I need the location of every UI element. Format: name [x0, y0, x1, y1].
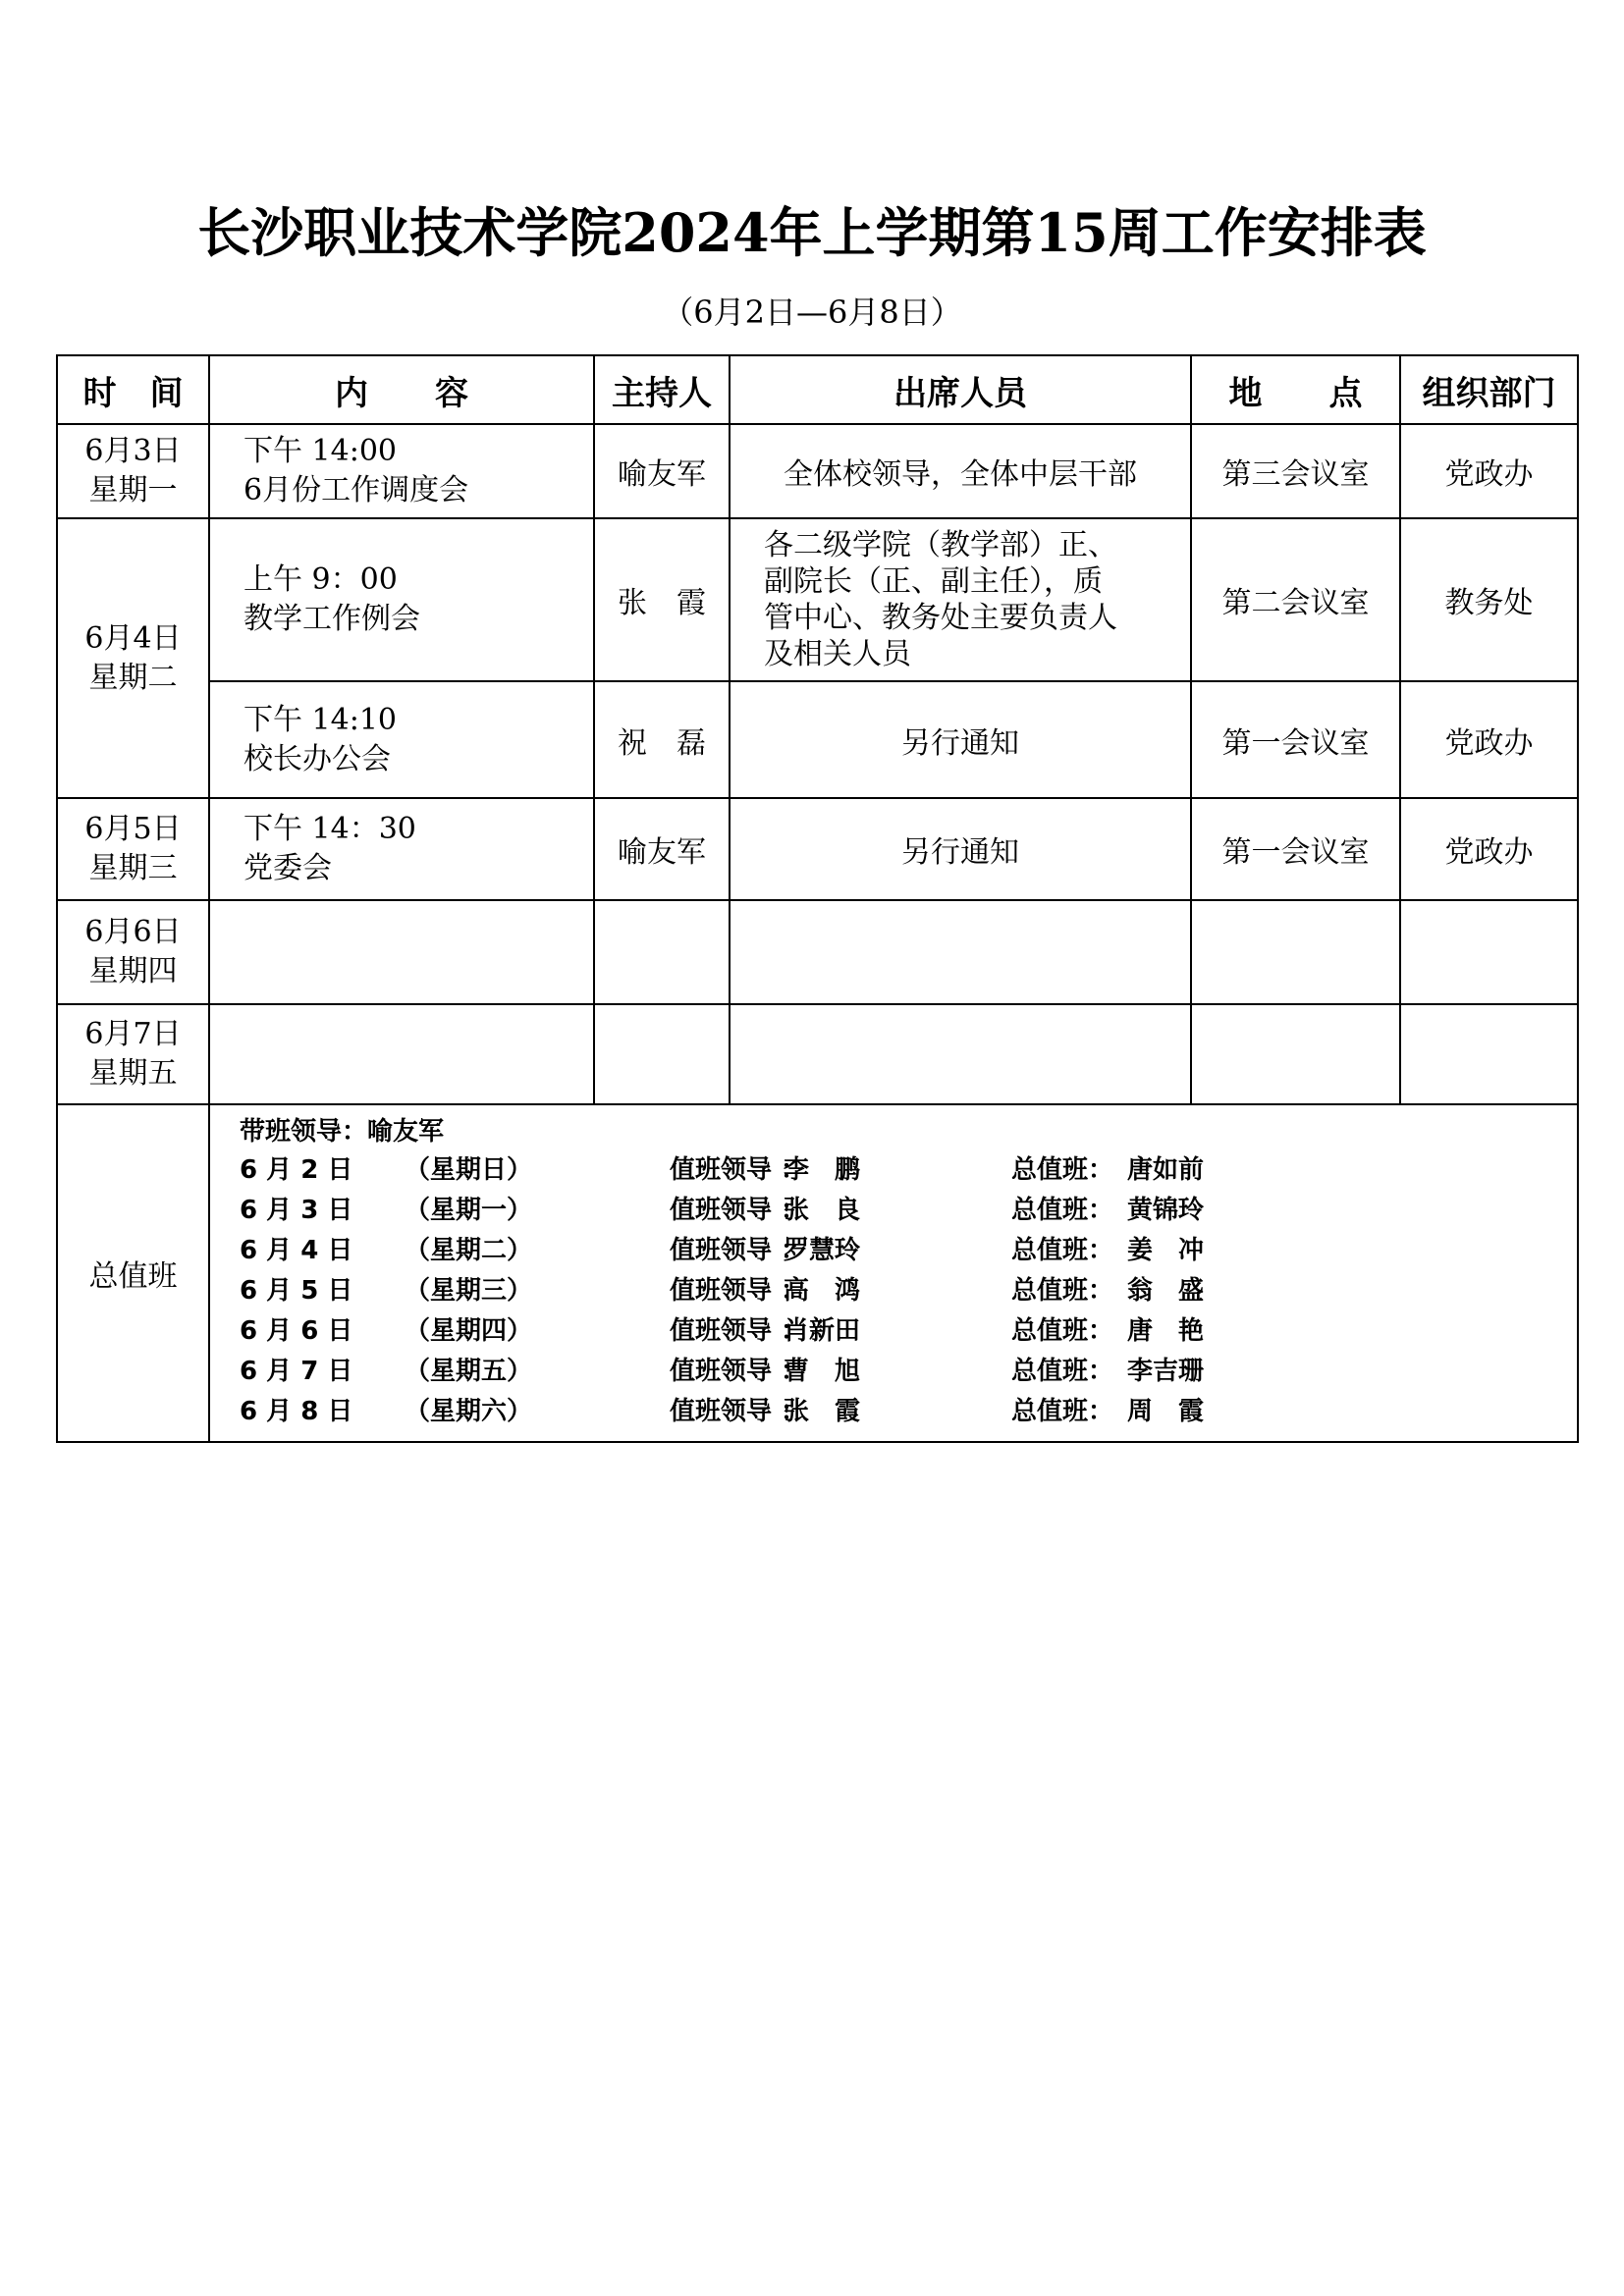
duty-entry: [240, 1231, 1577, 1271]
duty-weekday: （星期三）: [405, 1276, 533, 1306]
event-title: 校长办公会: [244, 741, 391, 776]
day-cell: [57, 518, 209, 798]
event-department: [1400, 900, 1578, 1004]
day-weekday: 星期三: [88, 851, 178, 885]
event-content: [209, 424, 594, 518]
duty-leader-label: 值班领导 ：: [670, 1316, 807, 1346]
day-date: 6月4日: [84, 620, 182, 656]
duty-leader-name: 张 霞: [784, 1397, 861, 1426]
duty-leader-label: 值班领导 ：: [670, 1196, 807, 1225]
day-weekday: 星期五: [88, 1056, 178, 1091]
table-row: [57, 681, 1578, 798]
duty-weekday: （星期五）: [405, 1357, 533, 1386]
table-row: [57, 424, 1578, 518]
header-time: 时 间: [57, 355, 209, 424]
event-department: [1400, 1004, 1578, 1104]
duty-date: 6 月 3 日: [240, 1196, 353, 1225]
header-content: 内 容: [209, 355, 594, 424]
duty-leader-label: 值班领导 ：: [670, 1357, 807, 1386]
duty-weekday: （星期一）: [405, 1196, 533, 1225]
duty-chief-label: 总值班：: [1011, 1236, 1114, 1265]
duty-leader-name: 李 鹏: [784, 1155, 861, 1185]
duty-chief-name: 姜 冲: [1127, 1236, 1205, 1265]
duty-date: 6 月 7 日: [240, 1357, 353, 1386]
duty-lead-leader: 带班领导：喻友军: [240, 1117, 445, 1147]
event-department: 教务处: [1400, 518, 1578, 681]
event-host: 祝 磊: [594, 681, 730, 798]
event-content: [209, 518, 594, 681]
attendee-line: 各二级学院（教学部）正、: [764, 528, 1117, 562]
event-attendees: 全体校领导，全体中层干部: [730, 424, 1191, 518]
event-time: 下午 14:00: [244, 434, 397, 468]
event-host: 喻友军: [594, 424, 730, 518]
duty-chief-label: 总值班：: [1011, 1397, 1114, 1426]
day-date: 6月3日: [84, 434, 182, 468]
duty-chief-label: 总值班：: [1011, 1196, 1114, 1225]
day-weekday: 星期一: [88, 473, 178, 507]
day-weekday: 星期二: [88, 660, 178, 695]
day-date: 6月5日: [84, 812, 182, 846]
event-content: [209, 900, 594, 1004]
event-attendees: [730, 1004, 1191, 1104]
event-time: 上午 9：00: [244, 562, 398, 597]
day-date: 6月6日: [84, 915, 182, 949]
table-row: [57, 1004, 1578, 1104]
duty-date: 6 月 6 日: [240, 1316, 353, 1346]
event-location: 第三会议室: [1191, 424, 1400, 518]
duty-leader-label: 值班领导 ：: [670, 1155, 807, 1185]
duty-chief-name: 唐如前: [1127, 1155, 1205, 1185]
duty-chief-name: 唐 艳: [1127, 1316, 1205, 1346]
event-content: [209, 798, 594, 900]
duty-date: 6 月 4 日: [240, 1236, 353, 1265]
duty-label: 总值班: [57, 1104, 209, 1442]
event-location: [1191, 1004, 1400, 1104]
duty-leader-label: 值班领导 ：: [670, 1397, 807, 1426]
duty-chief-name: 翁 盛: [1127, 1276, 1205, 1306]
event-attendees: [730, 900, 1191, 1004]
duty-leader-label: 值班领导 ：: [670, 1236, 807, 1265]
duty-entry: [240, 1311, 1577, 1352]
duty-leader-name: 曹 旭: [784, 1357, 861, 1386]
event-content: [209, 1004, 594, 1104]
header-attendees: 出席人员: [730, 355, 1191, 424]
duty-weekday: （星期日）: [405, 1155, 533, 1185]
duty-chief-label: 总值班：: [1011, 1276, 1114, 1306]
duty-entry: [240, 1150, 1577, 1191]
duty-entry: [240, 1392, 1577, 1432]
duty-weekday: （星期四）: [405, 1316, 533, 1346]
event-host: 张 霞: [594, 518, 730, 681]
table-row: [57, 798, 1578, 900]
event-location: [1191, 900, 1400, 1004]
event-location: 第一会议室: [1191, 798, 1400, 900]
event-host: [594, 900, 730, 1004]
duty-chief-name: 黄锦玲: [1127, 1196, 1205, 1225]
event-attendees: 另行通知: [730, 798, 1191, 900]
event-attendees: [730, 518, 1191, 681]
duty-chief-label: 总值班：: [1011, 1316, 1114, 1346]
event-location: 第二会议室: [1191, 518, 1400, 681]
duty-date: 6 月 8 日: [240, 1397, 353, 1426]
duty-chief-name: 周 霞: [1127, 1397, 1205, 1426]
document-title: 长沙职业技术学院2024年上学期第15周工作安排表: [197, 201, 1427, 264]
date-range-subtitle: （6月2日—6月8日）: [662, 294, 962, 331]
duty-row: [57, 1104, 1578, 1442]
day-cell: [57, 424, 209, 518]
event-department: 党政办: [1400, 424, 1578, 518]
duty-leader-name: 罗慧玲: [784, 1236, 861, 1265]
event-title: 6月份工作调度会: [244, 473, 469, 507]
day-date: 6月7日: [84, 1017, 182, 1051]
duty-date: 6 月 5 日: [240, 1276, 353, 1306]
attendee-line: 管中心、教务处主要负责人: [764, 601, 1117, 635]
duty-chief-name: 李吉珊: [1127, 1357, 1205, 1386]
duty-weekday: （星期二）: [405, 1236, 533, 1265]
event-time: 下午 14:10: [244, 702, 397, 737]
duty-leader-label: 值班领导 ：: [670, 1276, 807, 1306]
event-host: 喻友军: [594, 798, 730, 900]
attendee-line: 及相关人员: [764, 637, 911, 671]
day-weekday: 星期四: [88, 954, 178, 988]
duty-entry: [240, 1191, 1577, 1231]
duty-leader-name: 高 鸿: [784, 1276, 861, 1306]
day-cell: [57, 900, 209, 1004]
header-department: 组织部门: [1400, 355, 1578, 424]
header-row: [57, 355, 1578, 424]
duty-leader-name: 肖新田: [784, 1316, 861, 1346]
duty-entry: [240, 1271, 1577, 1311]
event-department: 党政办: [1400, 681, 1578, 798]
event-department: 党政办: [1400, 798, 1578, 900]
header-host: 主持人: [594, 355, 730, 424]
header-location: 地 点: [1191, 355, 1400, 424]
event-title: 教学工作例会: [244, 602, 420, 636]
table-row: [57, 900, 1578, 1004]
attendee-line: 副院长（正、副主任），质: [764, 564, 1103, 599]
event-time: 下午 14：30: [244, 812, 416, 846]
duty-roster: [209, 1104, 1578, 1442]
duty-chief-label: 总值班：: [1011, 1155, 1114, 1185]
duty-weekday: （星期六）: [405, 1397, 533, 1426]
duty-leader-name: 张 良: [784, 1196, 861, 1225]
duty-entry: [240, 1352, 1577, 1392]
duty-date: 6 月 2 日: [240, 1155, 353, 1185]
table-row: [57, 518, 1578, 681]
day-cell: [57, 1004, 209, 1104]
schedule-table: [56, 354, 1579, 1443]
event-content: [209, 681, 594, 798]
event-title: 党委会: [244, 851, 332, 885]
event-host: [594, 1004, 730, 1104]
day-cell: [57, 798, 209, 900]
event-location: 第一会议室: [1191, 681, 1400, 798]
duty-chief-label: 总值班：: [1011, 1357, 1114, 1386]
event-attendees: 另行通知: [730, 681, 1191, 798]
